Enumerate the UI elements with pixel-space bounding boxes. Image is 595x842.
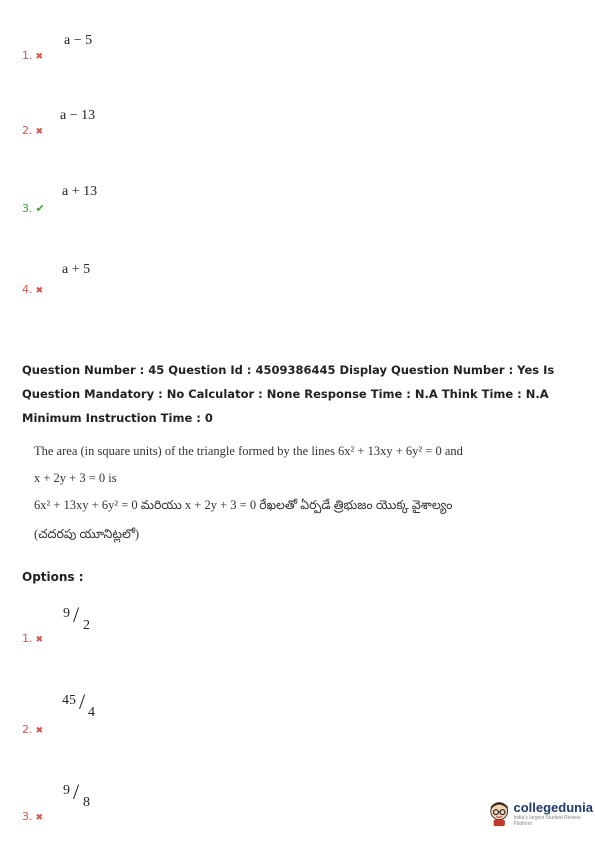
cross-icon: ✖: [35, 52, 44, 62]
option-denominator-2: 4: [88, 705, 95, 720]
option-numerator-1: 9: [63, 606, 70, 621]
option-fraction-2: [62, 689, 102, 723]
prev-option-number-4: 4.: [22, 283, 33, 296]
fraction-slash: /: [79, 689, 86, 714]
prev-option-2[interactable]: [22, 124, 43, 137]
option-number-1: 1.: [22, 632, 33, 645]
option-number-2: 2.: [22, 723, 33, 736]
option-2[interactable]: [22, 723, 43, 736]
collegedunia-logo: [488, 800, 595, 827]
prev-option-number-1: 1.: [22, 49, 33, 62]
option-denominator-3: 8: [83, 795, 90, 810]
cross-icon: ✖: [35, 726, 44, 736]
question-english-line2: x + 2y + 3 = 0 is: [34, 471, 117, 485]
question-telugu-line1: 6x² + 13xy + 6y² = 0 మరియు x + 2y + 3 = 0 రేఖలతో ఏర్పడే త్రిభుజం యొక్క వైశాల్యం: [34, 498, 453, 512]
checkmark-icon: ✔: [35, 202, 45, 215]
prev-option-number-2: 2.: [22, 124, 33, 137]
option-3[interactable]: [22, 810, 43, 823]
option-fraction-1: [63, 602, 103, 636]
options-label: Options :: [22, 570, 84, 584]
brand-tagline: India's largest Student Review Platform: [513, 815, 581, 827]
cross-icon: ✖: [35, 635, 44, 645]
mascot-icon: [488, 801, 510, 827]
cross-icon: ✖: [35, 813, 44, 823]
prev-option-expr-3: a + 13: [62, 184, 98, 199]
prev-option-expr-4: a + 5: [62, 262, 91, 277]
brand-name: collegedunia: [513, 800, 593, 815]
prev-option-3[interactable]: [22, 202, 45, 215]
prev-option-number-3: 3.: [22, 202, 33, 215]
prev-option-1[interactable]: [22, 49, 43, 62]
option-number-3: 3.: [22, 810, 33, 823]
option-numerator-3: 9: [63, 783, 70, 798]
fraction-slash: /: [73, 602, 80, 627]
question-english-line1: The area (in square units) of the triangle formed by the lines 6x² + 13xy + 6y² = 0 and: [34, 444, 463, 458]
prev-option-expr-1: a − 5: [64, 33, 93, 48]
question-header: Question Number : 45 Question Id : 4509386445 Display Question Number : Yes Is Question Mandatory : No Calculator : None Response Time : N.A Think Time : N.A Minimum Instruction Time : 0: [22, 363, 555, 425]
question-telugu-line2: (చదరపు యూనిట్లలో): [34, 527, 139, 541]
fraction-slash: /: [73, 779, 80, 804]
prev-option-expr-2: a − 13: [60, 108, 96, 123]
option-fraction-3: [63, 779, 103, 813]
cross-icon: ✖: [35, 127, 44, 137]
option-denominator-1: 2: [83, 618, 90, 633]
cross-icon: ✖: [35, 286, 44, 296]
prev-option-4[interactable]: [22, 283, 43, 296]
option-1[interactable]: [22, 632, 43, 645]
option-numerator-2: 45: [62, 693, 76, 708]
